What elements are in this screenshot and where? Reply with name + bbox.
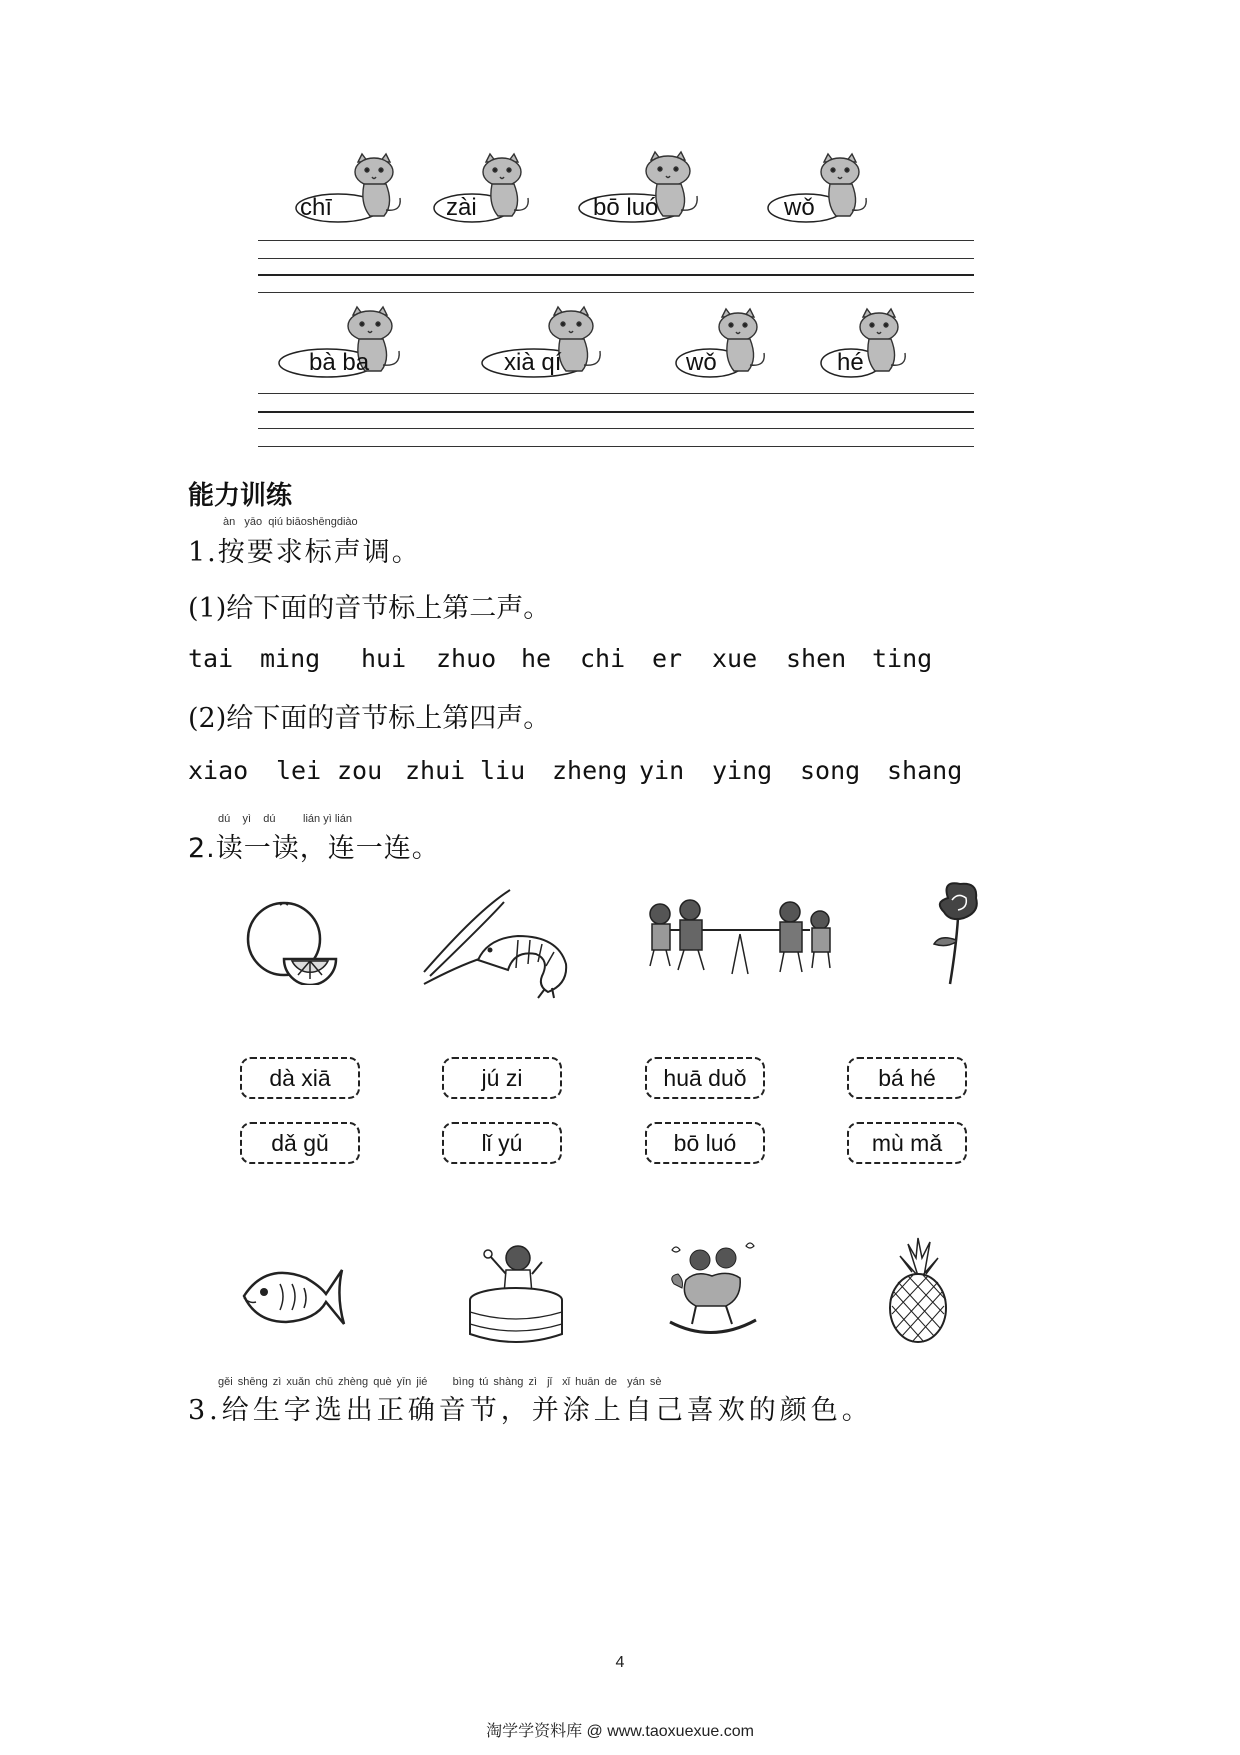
cat-card bbox=[762, 150, 902, 230]
pinyin-box[interactable]: mù mǎ bbox=[845, 1120, 969, 1166]
syllable: ting bbox=[872, 644, 933, 673]
syllable: xiao bbox=[188, 756, 249, 785]
cat-card bbox=[290, 150, 430, 230]
page-number: 4 bbox=[615, 1654, 625, 1671]
q1-sub1: (1)给下面的音节标上第二声。 bbox=[188, 593, 551, 624]
pinyin-box[interactable]: bá hé bbox=[845, 1055, 969, 1101]
syllable: yin bbox=[639, 756, 685, 785]
section-title: 能力训练 bbox=[188, 481, 293, 511]
pinyin-box[interactable]: jú zi bbox=[440, 1055, 564, 1101]
syllable: zheng bbox=[552, 756, 628, 785]
rocking-horse-picture bbox=[656, 1236, 766, 1346]
cat-pinyin: chī bbox=[300, 194, 333, 221]
syllable: zhui bbox=[405, 756, 466, 785]
pinyin-box[interactable]: bō luó bbox=[643, 1120, 767, 1166]
q1-ruby: àn yāo qiú biāoshēngdiào bbox=[223, 516, 358, 528]
q2-title: 2.读一读，连一连。 bbox=[188, 833, 440, 864]
pinyin-box[interactable]: dǎ gǔ bbox=[238, 1120, 362, 1166]
q3-ruby: gěi shēng zì xuǎn chū zhèng què yīn jié bìng tú shàng zì jǐ xǐ huān de yán sè bbox=[218, 1376, 662, 1388]
syllable: shang bbox=[887, 756, 963, 785]
syllable: he bbox=[521, 644, 552, 673]
orange-picture bbox=[236, 895, 346, 985]
cat-icon bbox=[762, 150, 902, 230]
footer-watermark: 淘学学资料库 @ www.taoxuexue.com bbox=[486, 1723, 754, 1740]
q2-ruby: dú yì dú lián yì lián bbox=[218, 813, 352, 825]
syllable: shen bbox=[786, 644, 847, 673]
q1-syllables-row2 bbox=[0, 756, 1240, 790]
pineapple-picture bbox=[878, 1236, 958, 1346]
syllable: ying bbox=[712, 756, 773, 785]
cat-pinyin: hé bbox=[837, 349, 864, 376]
syllable: song bbox=[800, 756, 861, 785]
cat-card bbox=[575, 150, 735, 230]
pinyin-box[interactable]: dà xiā bbox=[238, 1055, 362, 1101]
q1-title: 1.按要求标声调。 bbox=[188, 537, 421, 568]
rose-picture bbox=[910, 878, 990, 988]
cat-pinyin: bà ba bbox=[309, 349, 370, 376]
syllable: zou bbox=[337, 756, 383, 785]
syllable: tai bbox=[188, 644, 234, 673]
cat-card bbox=[275, 305, 435, 385]
shrimp-picture bbox=[418, 880, 578, 1000]
cat-icon bbox=[815, 305, 955, 385]
cat-card bbox=[478, 305, 638, 385]
cat-card bbox=[670, 305, 810, 385]
syllable: ming bbox=[260, 644, 321, 673]
syllable: chi bbox=[580, 644, 626, 673]
cat-pinyin: zài bbox=[446, 194, 477, 221]
syllable: liu bbox=[480, 756, 526, 785]
syllable: er bbox=[652, 644, 683, 673]
q3-title: 3.给生字选出正确音节，并涂上自己喜欢的颜色。 bbox=[188, 1395, 873, 1426]
tug-of-war-picture bbox=[640, 890, 840, 990]
cat-pinyin: wǒ bbox=[784, 194, 815, 221]
syllable: lei bbox=[276, 756, 322, 785]
cat-pinyin: wǒ bbox=[686, 349, 717, 376]
fish-picture bbox=[236, 1256, 346, 1336]
cat-pinyin: bō luó bbox=[593, 194, 659, 221]
pinyin-box[interactable]: huā duǒ bbox=[643, 1055, 767, 1101]
cat-pinyin: xià qí bbox=[504, 349, 562, 376]
q1-syllables-row1 bbox=[0, 644, 1240, 678]
cat-card bbox=[428, 150, 568, 230]
syllable: hui bbox=[361, 644, 407, 673]
syllable: xue bbox=[712, 644, 758, 673]
syllable: zhuo bbox=[436, 644, 497, 673]
pinyin-box[interactable]: lǐ yú bbox=[440, 1120, 564, 1166]
cat-card bbox=[815, 305, 955, 385]
drum-picture bbox=[460, 1238, 570, 1348]
q1-sub2: (2)给下面的音节标上第四声。 bbox=[188, 703, 551, 734]
